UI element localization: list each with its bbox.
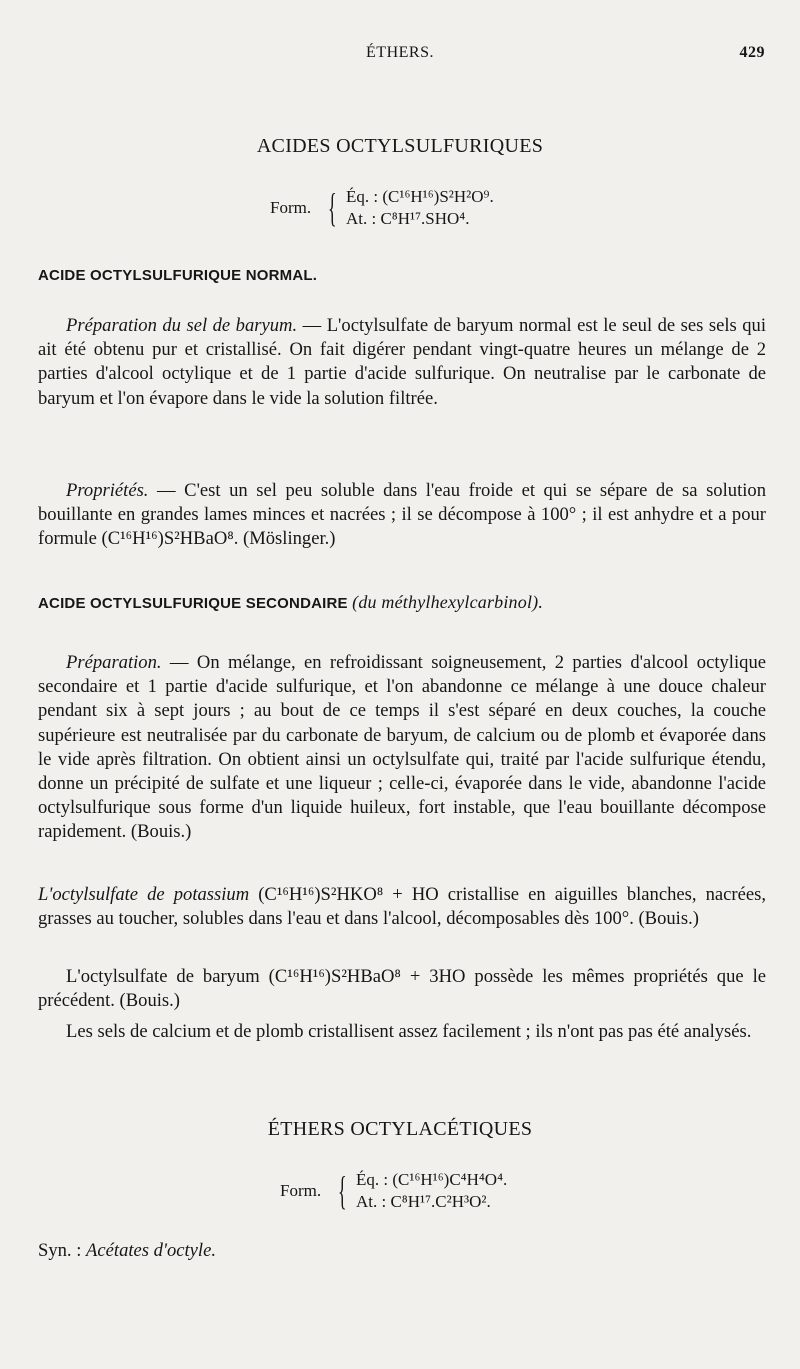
lead-preparation-secondaire: Préparation. xyxy=(66,652,162,673)
brace-icon: { xyxy=(328,185,337,230)
lead-proprietes: Propriétés. xyxy=(66,480,149,501)
heading-secondaire-note: (du méthylhexylcarbinol). xyxy=(352,592,544,612)
paragraph-preparation-normal xyxy=(38,314,766,411)
text-potassium: (C¹⁶H¹⁶)S²HKO⁸ + HO cristallise en aiguilles blanches, nacrées, grasses au toucher, solubles dans l'eau et dans l'alcool, décomposables dès 100°. (Bouis.) xyxy=(38,884,766,930)
paragraph-baryum: L'octylsulfate de baryum (C¹⁶H¹⁶)S²HBaO⁸ + 3HO possède les mêmes propriétés que le précédent. (Bouis.) xyxy=(38,966,766,1012)
formula-block-acides xyxy=(270,186,570,232)
formula-label-ethers: Form. xyxy=(280,1181,322,1200)
heading-secondaire-text: ACIDE OCTYLSULFURIQUE SECONDAIRE xyxy=(38,595,348,612)
paragraph-preparation-secondaire xyxy=(38,651,766,845)
heading-acide-secondaire xyxy=(38,592,543,613)
section-title-acides: ACIDES OCTYLSULFURIQUES xyxy=(256,135,544,157)
text-preparation-secondaire: — On mélange, en refroidissant soigneusement, 2 parties d'alcool octylique secondaire et 1 partie d'acide sulfurique, et l'on abandonne ce mélange à une douce chaleur pendant six à sept jours ; au bout de ce temps il s'est séparé en deux couches, la couche supérieure est neutralisée par du carbonate de baryum, de calcium ou de plomb et évaporée dans le vide après filtration. On obtient ainsi un octylsulfate qui, traité par l'acide sulfurique étendu, donne un précipité de sulfate et une liqueur ; celle-ci, évaporée dans le vide, abandonne l'acide octylsulfurique sous forme d'un liquide huileux, fort instable, que l'eau bouillante décompose rapidement. (Bouis.) xyxy=(38,652,766,843)
brace-icon: { xyxy=(338,1168,347,1213)
lead-preparation-normal: Préparation du sel de baryum. xyxy=(66,315,298,336)
page-number: 429 xyxy=(739,44,765,61)
synonym-value: Acétates d'octyle. xyxy=(86,1240,216,1261)
synonym-line xyxy=(38,1239,766,1263)
section-title-ethers: ÉTHERS OCTYLACÉTIQUES xyxy=(267,1118,533,1140)
paragraph-potassium xyxy=(38,883,766,931)
text-proprietes: — C'est un sel peu soluble dans l'eau froide et qui se sépare de sa solution bouillante en grandes lames minces et nacrées ; il se décompose à 100° ; il est anhydre et a pour formule (C¹⁶H¹⁶)S²HBaO⁸. (Möslinger.) xyxy=(38,480,766,550)
heading-acide-normal: ACIDE OCTYLSULFURIQUE NORMAL. xyxy=(38,267,318,284)
formula-atomic: At. : C⁸H¹⁷.SHO⁴. xyxy=(346,209,470,228)
running-title: ÉTHERS. xyxy=(366,44,434,61)
formula-atomic-ethers: At. : C⁸H¹⁷.C²H³O². xyxy=(356,1192,491,1211)
formula-equivalent-ethers: Éq. : (C¹⁶H¹⁶)C⁴H⁴O⁴. xyxy=(356,1170,508,1189)
formula-label: Form. xyxy=(270,198,312,217)
paragraph-proprietes-normal xyxy=(38,479,766,552)
lead-potassium: L'octylsulfate de potassium xyxy=(38,884,250,905)
paragraph-sels: Les sels de calcium et de plomb cristallisent assez facilement ; ils n'ont pas pas été analysés. xyxy=(66,1021,752,1042)
running-header xyxy=(0,44,800,72)
synonym-label: Syn. : xyxy=(38,1240,87,1261)
text-preparation-normal: — L'octylsulfate de baryum normal est le seul de ses sels qui ait été obtenu pur et cristallisé. On fait digérer pendant vingt-quatre heures un mélange de 2 parties d'alcool octylique et de 1 partie d'acide sulfurique. On neutralise par le carbonate de baryum et l'on évapore dans le vide la solution filtrée. xyxy=(38,315,767,409)
formula-block-ethers xyxy=(280,1169,580,1215)
formula-equivalent: Éq. : (C¹⁶H¹⁶)S²H²O⁹. xyxy=(346,187,494,206)
